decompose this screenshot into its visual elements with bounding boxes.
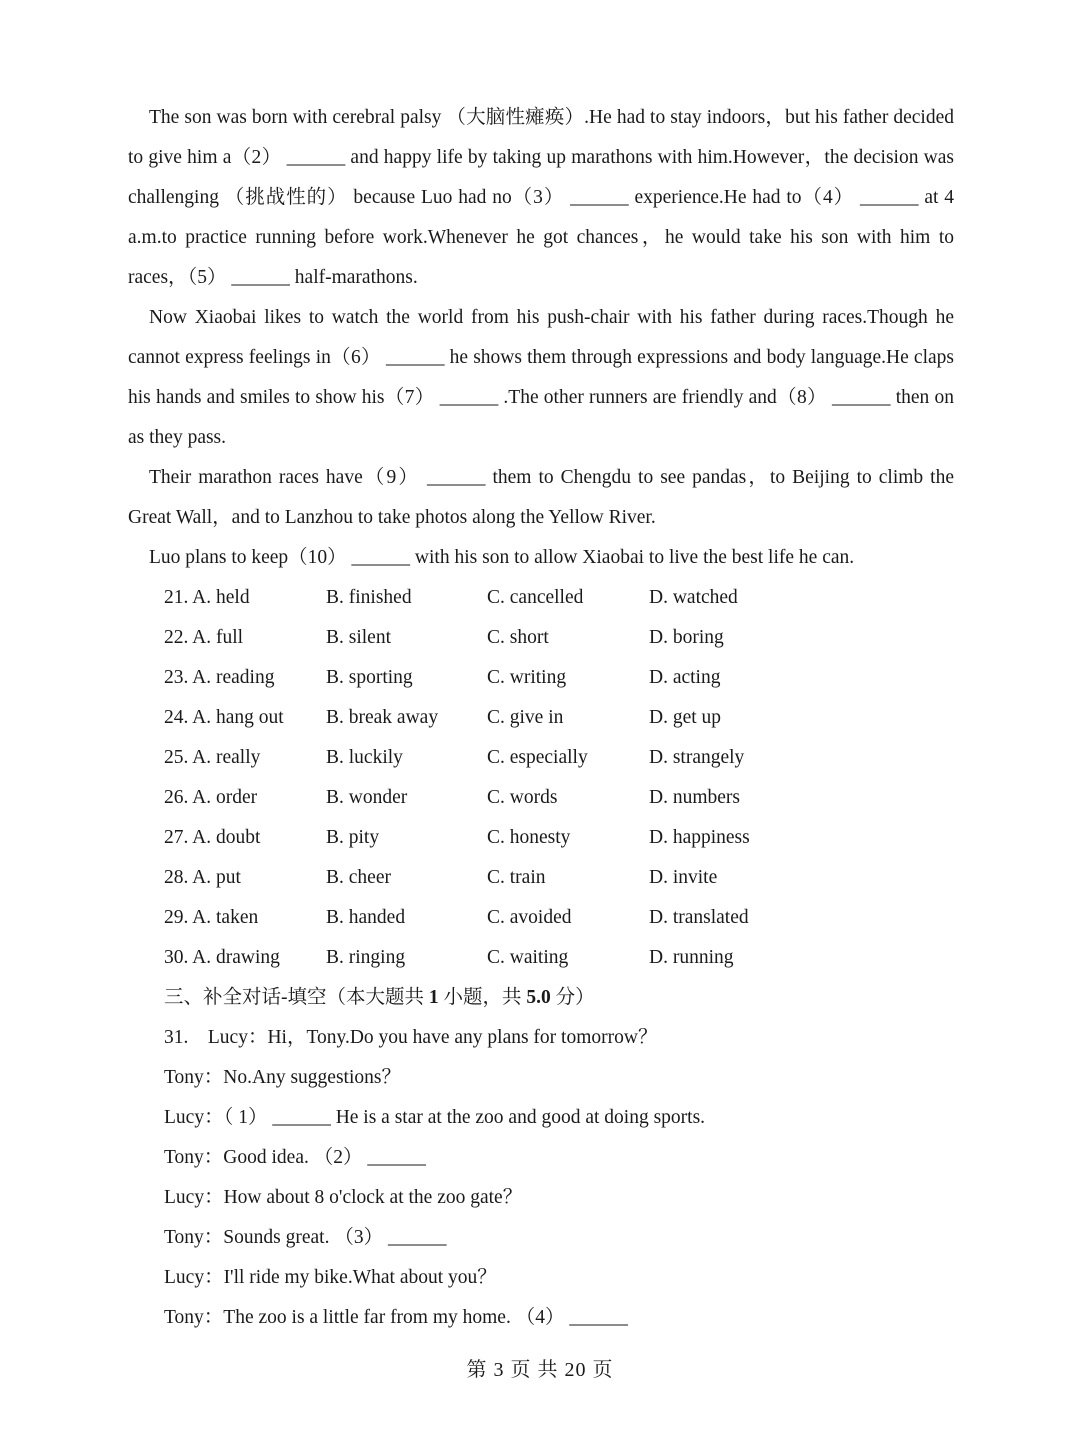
option-c: C. avoided bbox=[487, 907, 572, 928]
option-d: D. strangely bbox=[649, 747, 745, 768]
option-c: C. especially bbox=[487, 747, 588, 768]
dialogue-line: Tony：Good idea. （2） ______ bbox=[164, 1147, 426, 1168]
option-a: 27. A. doubt bbox=[164, 827, 261, 848]
option-c: C. honesty bbox=[487, 827, 571, 848]
option-row-28 bbox=[164, 858, 864, 898]
option-d: D. happiness bbox=[649, 827, 750, 848]
option-b: B. silent bbox=[326, 627, 392, 648]
option-row-24 bbox=[164, 698, 864, 738]
dialogue-line: Lucy：How about 8 o'clock at the zoo gate？ bbox=[164, 1187, 523, 1208]
option-c: C. train bbox=[487, 867, 546, 888]
option-row-26 bbox=[164, 778, 864, 818]
option-c: C. words bbox=[487, 787, 558, 808]
option-b: B. pity bbox=[326, 827, 380, 848]
option-a: 24. A. hang out bbox=[164, 707, 284, 728]
option-b: B. cheer bbox=[326, 867, 391, 888]
passage-paragraph-2: Now Xiaobai likes to watch the world from his push-chair with his father during races.Though he cannot express feelings in（6） ______ he shows them through expressions and body language.He claps his hands and smiles to show his（7） ______ .The other runners are friendly and（8） ______ then on as they pass. bbox=[128, 307, 954, 448]
dialogue-line: Lucy：（ 1） ______ He is a star at the zoo and good at doing sports. bbox=[164, 1107, 706, 1128]
option-a: 21. A. held bbox=[164, 587, 250, 608]
passage-paragraph-4: Luo plans to keep（10） ______ with his son to allow Xiaobai to live the best life he can. bbox=[149, 547, 855, 568]
section-heading-prefix: 三、补全对话-填空（本大题共 bbox=[164, 987, 424, 1008]
option-row-21 bbox=[164, 578, 864, 618]
option-d: D. running bbox=[649, 947, 734, 968]
option-row-30 bbox=[164, 938, 864, 978]
option-d: D. numbers bbox=[649, 787, 740, 808]
option-d: D. translated bbox=[649, 907, 749, 928]
option-d: D. get up bbox=[649, 707, 722, 728]
option-a: 30. A. drawing bbox=[164, 947, 280, 968]
option-c: C. cancelled bbox=[487, 587, 584, 608]
option-a: 28. A. put bbox=[164, 867, 241, 888]
option-c: C. short bbox=[487, 627, 549, 648]
dialogue bbox=[164, 1018, 964, 1338]
section-heading-middle: 小题，共 bbox=[443, 987, 522, 1008]
option-c: C. give in bbox=[487, 707, 564, 728]
option-b: B. wonder bbox=[326, 787, 408, 808]
passage-paragraph-3: Their marathon races have（9） ______ them to Chengdu to see pandas，to Beijing to climb the Great Wall，and to Lanzhou to take photos along the Yellow River. bbox=[128, 467, 954, 528]
dialogue-line: Tony：The zoo is a little far from my home. （4） ______ bbox=[164, 1307, 628, 1328]
option-b: B. break away bbox=[326, 707, 439, 728]
option-row-27 bbox=[164, 818, 864, 858]
page-number-footer: 第 3 页 共 20 页 bbox=[466, 1359, 614, 1381]
option-d: D. boring bbox=[649, 627, 724, 648]
option-a: 23. A. reading bbox=[164, 667, 275, 688]
answer-options bbox=[164, 578, 864, 978]
dialogue-line: Lucy：I'll ride my bike.What about you？ bbox=[164, 1267, 497, 1288]
option-d: D. invite bbox=[649, 867, 718, 888]
dialogue-line: Tony：No.Any suggestions？ bbox=[164, 1067, 401, 1088]
option-row-29 bbox=[164, 898, 864, 938]
option-c: C. writing bbox=[487, 667, 567, 688]
option-row-23 bbox=[164, 658, 864, 698]
option-a: 25. A. really bbox=[164, 747, 261, 768]
section-heading-suffix: 分） bbox=[555, 987, 595, 1008]
option-b: B. handed bbox=[326, 907, 406, 928]
section-score: 5.0 bbox=[526, 987, 551, 1008]
option-b: B. ringing bbox=[326, 947, 406, 968]
option-b: B. finished bbox=[326, 587, 412, 608]
option-b: B. sporting bbox=[326, 667, 413, 688]
passage-paragraph-1: The son was born with cerebral palsy （大脑性瘫痪）.He had to stay indoors，but his father decided to give him a（2） ______ and happy life by taking up marathons with him.However，the decision was challenging （挑战性的） because Luo had no（3） ______ experience.He had to（4） ______ at 4 a.m.to practice running before work.Whenever he got chances，he would take his son with him to races，（5） ______ half-marathons. bbox=[128, 107, 954, 288]
dialogue-line: 31. Lucy：Hi，Tony.Do you have any plans for tomorrow？ bbox=[164, 1027, 658, 1048]
option-a: 26. A. order bbox=[164, 787, 258, 808]
section-heading bbox=[164, 978, 595, 1018]
option-d: D. watched bbox=[649, 587, 738, 608]
option-b: B. luckily bbox=[326, 747, 403, 768]
option-c: C. waiting bbox=[487, 947, 569, 968]
dialogue-line: Tony：Sounds great. （3） ______ bbox=[164, 1227, 447, 1248]
section-question-count: 1 bbox=[428, 987, 439, 1008]
option-row-22 bbox=[164, 618, 864, 658]
option-row-25 bbox=[164, 738, 864, 778]
option-d: D. acting bbox=[649, 667, 721, 688]
option-a: 22. A. full bbox=[164, 627, 244, 648]
option-a: 29. A. taken bbox=[164, 907, 259, 928]
